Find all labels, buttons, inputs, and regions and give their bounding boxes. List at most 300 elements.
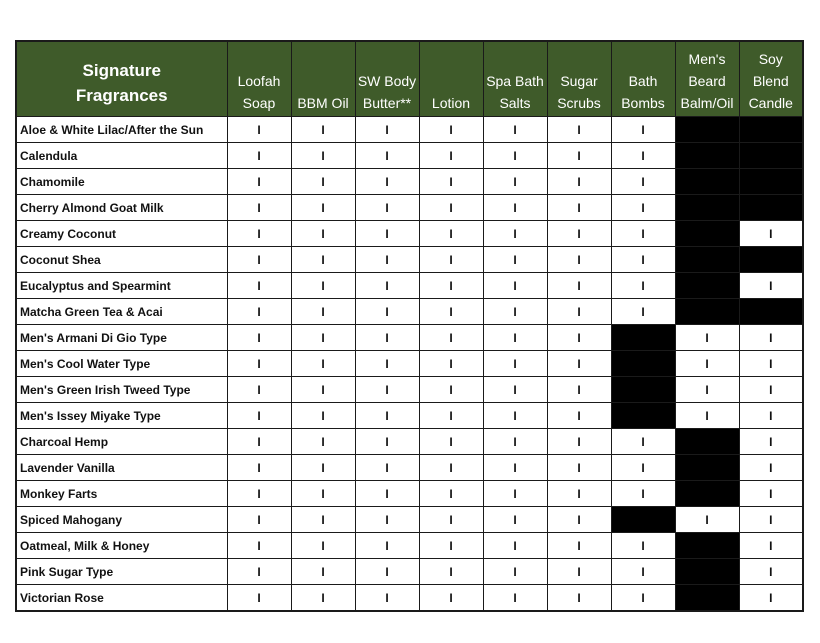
available-cell xyxy=(291,455,355,481)
available-mark: I xyxy=(449,408,453,423)
available-mark: I xyxy=(513,538,517,553)
available-mark: I xyxy=(513,434,517,449)
unavailable-cell xyxy=(611,351,675,377)
available-cell xyxy=(227,299,291,325)
available-mark: I xyxy=(385,330,389,345)
available-cell xyxy=(419,429,483,455)
available-mark: I xyxy=(577,226,581,241)
available-mark: I xyxy=(641,226,645,241)
available-cell xyxy=(739,351,803,377)
available-cell xyxy=(419,169,483,195)
available-mark: I xyxy=(641,148,645,163)
table-row xyxy=(16,481,803,507)
unavailable-cell xyxy=(739,143,803,169)
available-cell xyxy=(739,325,803,351)
available-mark: I xyxy=(257,382,261,397)
available-mark: I xyxy=(513,330,517,345)
available-cell xyxy=(547,429,611,455)
product-column-header: SW Body Butter** xyxy=(355,41,419,117)
available-mark: I xyxy=(321,590,325,605)
available-mark: I xyxy=(385,486,389,501)
table-row xyxy=(16,247,803,273)
fragrance-name: Calendula xyxy=(16,143,227,169)
available-cell xyxy=(419,559,483,585)
available-cell xyxy=(227,325,291,351)
available-cell xyxy=(547,585,611,612)
available-cell xyxy=(611,273,675,299)
available-cell xyxy=(483,195,547,221)
available-cell xyxy=(547,455,611,481)
available-mark: I xyxy=(257,434,261,449)
available-cell xyxy=(483,533,547,559)
unavailable-cell xyxy=(611,507,675,533)
unavailable-cell xyxy=(739,195,803,221)
available-cell xyxy=(611,559,675,585)
available-mark: I xyxy=(257,564,261,579)
product-column-header: Sugar Scrubs xyxy=(547,41,611,117)
unavailable-cell xyxy=(675,533,739,559)
available-mark: I xyxy=(769,382,773,397)
unavailable-cell xyxy=(611,377,675,403)
available-cell xyxy=(291,247,355,273)
unavailable-cell xyxy=(675,429,739,455)
available-mark: I xyxy=(385,226,389,241)
available-mark: I xyxy=(321,304,325,319)
available-mark: I xyxy=(385,304,389,319)
available-cell xyxy=(419,299,483,325)
available-mark: I xyxy=(321,434,325,449)
available-mark: I xyxy=(257,174,261,189)
unavailable-cell xyxy=(675,585,739,612)
available-mark: I xyxy=(257,590,261,605)
available-cell xyxy=(419,351,483,377)
available-mark: I xyxy=(577,356,581,371)
available-cell xyxy=(675,403,739,429)
available-cell xyxy=(291,507,355,533)
available-mark: I xyxy=(257,200,261,215)
available-mark: I xyxy=(577,408,581,423)
available-cell xyxy=(419,377,483,403)
available-mark: I xyxy=(449,148,453,163)
fragrance-name: Lavender Vanilla xyxy=(16,455,227,481)
available-mark: I xyxy=(641,304,645,319)
available-mark: I xyxy=(257,330,261,345)
available-mark: I xyxy=(705,512,709,527)
fragrance-name: Matcha Green Tea & Acai xyxy=(16,299,227,325)
unavailable-cell xyxy=(675,299,739,325)
available-mark: I xyxy=(577,252,581,267)
fragrance-name: Monkey Farts xyxy=(16,481,227,507)
available-cell xyxy=(675,507,739,533)
available-mark: I xyxy=(257,122,261,137)
available-cell xyxy=(611,169,675,195)
available-cell xyxy=(483,299,547,325)
available-mark: I xyxy=(321,486,325,501)
table-row xyxy=(16,195,803,221)
available-cell xyxy=(611,247,675,273)
table-row xyxy=(16,429,803,455)
available-cell xyxy=(291,325,355,351)
unavailable-cell xyxy=(675,221,739,247)
table-body xyxy=(16,117,803,612)
available-mark: I xyxy=(321,564,325,579)
available-mark: I xyxy=(513,200,517,215)
available-cell xyxy=(483,455,547,481)
available-mark: I xyxy=(769,512,773,527)
unavailable-cell xyxy=(675,195,739,221)
available-cell xyxy=(355,559,419,585)
available-cell xyxy=(739,403,803,429)
available-mark: I xyxy=(385,564,389,579)
available-cell xyxy=(355,351,419,377)
available-mark: I xyxy=(641,538,645,553)
table-row xyxy=(16,377,803,403)
available-cell xyxy=(483,169,547,195)
available-cell xyxy=(419,481,483,507)
available-cell xyxy=(419,221,483,247)
available-mark: I xyxy=(257,304,261,319)
available-cell xyxy=(227,533,291,559)
available-mark: I xyxy=(321,174,325,189)
available-cell xyxy=(739,481,803,507)
available-cell xyxy=(291,377,355,403)
available-mark: I xyxy=(513,174,517,189)
available-cell xyxy=(483,559,547,585)
unavailable-cell xyxy=(675,559,739,585)
available-cell xyxy=(355,273,419,299)
available-cell xyxy=(483,143,547,169)
available-cell xyxy=(227,117,291,143)
available-mark: I xyxy=(257,538,261,553)
available-mark: I xyxy=(769,434,773,449)
available-mark: I xyxy=(641,200,645,215)
available-cell xyxy=(739,429,803,455)
available-mark: I xyxy=(577,486,581,501)
available-mark: I xyxy=(513,278,517,293)
available-mark: I xyxy=(321,122,325,137)
available-mark: I xyxy=(513,590,517,605)
available-mark: I xyxy=(321,512,325,527)
available-cell xyxy=(227,221,291,247)
unavailable-cell xyxy=(611,325,675,351)
fragrance-name: Oatmeal, Milk & Honey xyxy=(16,533,227,559)
available-cell xyxy=(739,585,803,612)
available-mark: I xyxy=(385,538,389,553)
available-mark: I xyxy=(513,486,517,501)
available-cell xyxy=(291,169,355,195)
available-cell xyxy=(227,273,291,299)
available-cell xyxy=(611,221,675,247)
available-mark: I xyxy=(705,330,709,345)
available-mark: I xyxy=(513,382,517,397)
available-cell xyxy=(355,169,419,195)
available-cell xyxy=(419,585,483,612)
available-cell xyxy=(739,533,803,559)
available-mark: I xyxy=(577,538,581,553)
available-cell xyxy=(355,325,419,351)
available-cell xyxy=(355,221,419,247)
available-cell xyxy=(483,221,547,247)
available-mark: I xyxy=(385,590,389,605)
available-cell xyxy=(291,299,355,325)
available-cell xyxy=(291,351,355,377)
unavailable-cell xyxy=(611,403,675,429)
header-row xyxy=(16,41,803,117)
available-mark: I xyxy=(321,330,325,345)
product-column-header: Bath Bombs xyxy=(611,41,675,117)
available-cell xyxy=(355,143,419,169)
table-row xyxy=(16,351,803,377)
fragrance-name: Eucalyptus and Spearmint xyxy=(16,273,227,299)
unavailable-cell xyxy=(739,117,803,143)
available-mark: I xyxy=(257,460,261,475)
available-mark: I xyxy=(385,278,389,293)
available-mark: I xyxy=(513,122,517,137)
available-cell xyxy=(355,507,419,533)
available-cell xyxy=(355,455,419,481)
available-cell xyxy=(547,351,611,377)
available-mark: I xyxy=(385,122,389,137)
available-cell xyxy=(675,377,739,403)
available-mark: I xyxy=(321,226,325,241)
available-cell xyxy=(291,533,355,559)
available-cell xyxy=(547,377,611,403)
available-cell xyxy=(547,169,611,195)
available-mark: I xyxy=(449,564,453,579)
available-mark: I xyxy=(385,434,389,449)
available-mark: I xyxy=(449,356,453,371)
table-row xyxy=(16,507,803,533)
available-cell xyxy=(355,585,419,612)
available-mark: I xyxy=(385,460,389,475)
available-cell xyxy=(227,377,291,403)
available-mark: I xyxy=(513,304,517,319)
product-column-header: BBM Oil xyxy=(291,41,355,117)
available-cell xyxy=(611,117,675,143)
available-mark: I xyxy=(641,434,645,449)
available-cell xyxy=(739,507,803,533)
available-cell xyxy=(227,429,291,455)
available-mark: I xyxy=(769,590,773,605)
available-mark: I xyxy=(257,408,261,423)
available-mark: I xyxy=(705,408,709,423)
available-mark: I xyxy=(385,382,389,397)
available-cell xyxy=(355,299,419,325)
table-row xyxy=(16,585,803,612)
available-mark: I xyxy=(577,304,581,319)
available-cell xyxy=(355,481,419,507)
available-mark: I xyxy=(577,460,581,475)
available-mark: I xyxy=(385,200,389,215)
available-mark: I xyxy=(321,252,325,267)
available-mark: I xyxy=(449,590,453,605)
available-cell xyxy=(227,403,291,429)
available-mark: I xyxy=(769,538,773,553)
product-column-header: Men's Beard Balm/Oil xyxy=(675,41,739,117)
available-mark: I xyxy=(449,304,453,319)
table-row xyxy=(16,169,803,195)
available-cell xyxy=(291,221,355,247)
available-cell xyxy=(611,429,675,455)
available-cell xyxy=(419,143,483,169)
available-cell xyxy=(675,351,739,377)
available-cell xyxy=(291,429,355,455)
fragrance-name: Men's Cool Water Type xyxy=(16,351,227,377)
available-mark: I xyxy=(513,408,517,423)
available-mark: I xyxy=(257,226,261,241)
available-mark: I xyxy=(513,252,517,267)
available-cell xyxy=(547,143,611,169)
available-mark: I xyxy=(257,486,261,501)
available-mark: I xyxy=(769,356,773,371)
available-cell xyxy=(483,585,547,612)
available-mark: I xyxy=(641,122,645,137)
available-cell xyxy=(547,507,611,533)
available-mark: I xyxy=(641,252,645,267)
available-mark: I xyxy=(385,148,389,163)
available-mark: I xyxy=(449,486,453,501)
available-mark: I xyxy=(449,200,453,215)
available-cell xyxy=(355,247,419,273)
available-mark: I xyxy=(577,434,581,449)
fragrance-name: Coconut Shea xyxy=(16,247,227,273)
available-mark: I xyxy=(577,278,581,293)
available-mark: I xyxy=(385,408,389,423)
available-mark: I xyxy=(321,200,325,215)
fragrance-name: Creamy Coconut xyxy=(16,221,227,247)
available-mark: I xyxy=(769,564,773,579)
available-cell xyxy=(483,429,547,455)
available-cell xyxy=(291,195,355,221)
available-mark: I xyxy=(449,460,453,475)
fragrance-name: Spiced Mahogany xyxy=(16,507,227,533)
available-mark: I xyxy=(577,330,581,345)
available-cell xyxy=(483,507,547,533)
available-cell xyxy=(291,559,355,585)
unavailable-cell xyxy=(739,247,803,273)
available-cell xyxy=(355,117,419,143)
available-mark: I xyxy=(513,460,517,475)
available-mark: I xyxy=(257,148,261,163)
available-cell xyxy=(739,455,803,481)
available-mark: I xyxy=(577,590,581,605)
unavailable-cell xyxy=(675,247,739,273)
available-cell xyxy=(227,559,291,585)
available-cell xyxy=(739,273,803,299)
available-cell xyxy=(739,221,803,247)
available-mark: I xyxy=(513,564,517,579)
table-row xyxy=(16,455,803,481)
unavailable-cell xyxy=(675,143,739,169)
available-cell xyxy=(227,481,291,507)
available-cell xyxy=(483,247,547,273)
table-row xyxy=(16,559,803,585)
table-row xyxy=(16,117,803,143)
available-mark: I xyxy=(321,408,325,423)
available-cell xyxy=(227,455,291,481)
unavailable-cell xyxy=(675,273,739,299)
available-cell xyxy=(547,325,611,351)
available-mark: I xyxy=(577,148,581,163)
available-cell xyxy=(355,403,419,429)
fragrance-name: Men's Green Irish Tweed Type xyxy=(16,377,227,403)
available-cell xyxy=(291,403,355,429)
available-cell xyxy=(547,273,611,299)
available-cell xyxy=(547,117,611,143)
available-cell xyxy=(227,247,291,273)
available-cell xyxy=(291,481,355,507)
available-cell xyxy=(291,117,355,143)
available-cell xyxy=(547,247,611,273)
available-cell xyxy=(547,299,611,325)
available-cell xyxy=(419,533,483,559)
available-mark: I xyxy=(513,148,517,163)
available-cell xyxy=(355,377,419,403)
available-cell xyxy=(227,169,291,195)
available-mark: I xyxy=(641,590,645,605)
available-cell xyxy=(291,585,355,612)
available-cell xyxy=(483,351,547,377)
unavailable-cell xyxy=(739,299,803,325)
available-mark: I xyxy=(449,278,453,293)
available-cell xyxy=(547,533,611,559)
available-cell xyxy=(227,585,291,612)
available-mark: I xyxy=(577,564,581,579)
fragrance-name: Charcoal Hemp xyxy=(16,429,227,455)
available-cell xyxy=(419,325,483,351)
available-mark: I xyxy=(641,460,645,475)
available-cell xyxy=(739,559,803,585)
available-mark: I xyxy=(769,330,773,345)
available-mark: I xyxy=(641,564,645,579)
available-cell xyxy=(611,195,675,221)
available-mark: I xyxy=(769,226,773,241)
available-cell xyxy=(483,377,547,403)
available-cell xyxy=(547,403,611,429)
unavailable-cell xyxy=(675,117,739,143)
available-mark: I xyxy=(449,226,453,241)
available-cell xyxy=(419,507,483,533)
product-column-header: Spa Bath Salts xyxy=(483,41,547,117)
product-column-header: Loofah Soap xyxy=(227,41,291,117)
table-row xyxy=(16,273,803,299)
available-mark: I xyxy=(449,512,453,527)
table-row xyxy=(16,533,803,559)
available-mark: I xyxy=(321,278,325,293)
available-mark: I xyxy=(705,382,709,397)
available-mark: I xyxy=(385,512,389,527)
table-row xyxy=(16,299,803,325)
available-cell xyxy=(611,585,675,612)
available-cell xyxy=(227,143,291,169)
available-cell xyxy=(483,403,547,429)
available-mark: I xyxy=(513,226,517,241)
available-mark: I xyxy=(257,252,261,267)
available-mark: I xyxy=(513,512,517,527)
fragrance-name: Men's Issey Miyake Type xyxy=(16,403,227,429)
available-mark: I xyxy=(449,538,453,553)
available-mark: I xyxy=(449,330,453,345)
available-mark: I xyxy=(321,148,325,163)
available-cell xyxy=(227,507,291,533)
available-cell xyxy=(419,247,483,273)
fragrance-name: Aloe & White Lilac/After the Sun xyxy=(16,117,227,143)
table-row xyxy=(16,143,803,169)
available-cell xyxy=(419,455,483,481)
available-cell xyxy=(291,143,355,169)
available-mark: I xyxy=(577,200,581,215)
available-mark: I xyxy=(769,408,773,423)
